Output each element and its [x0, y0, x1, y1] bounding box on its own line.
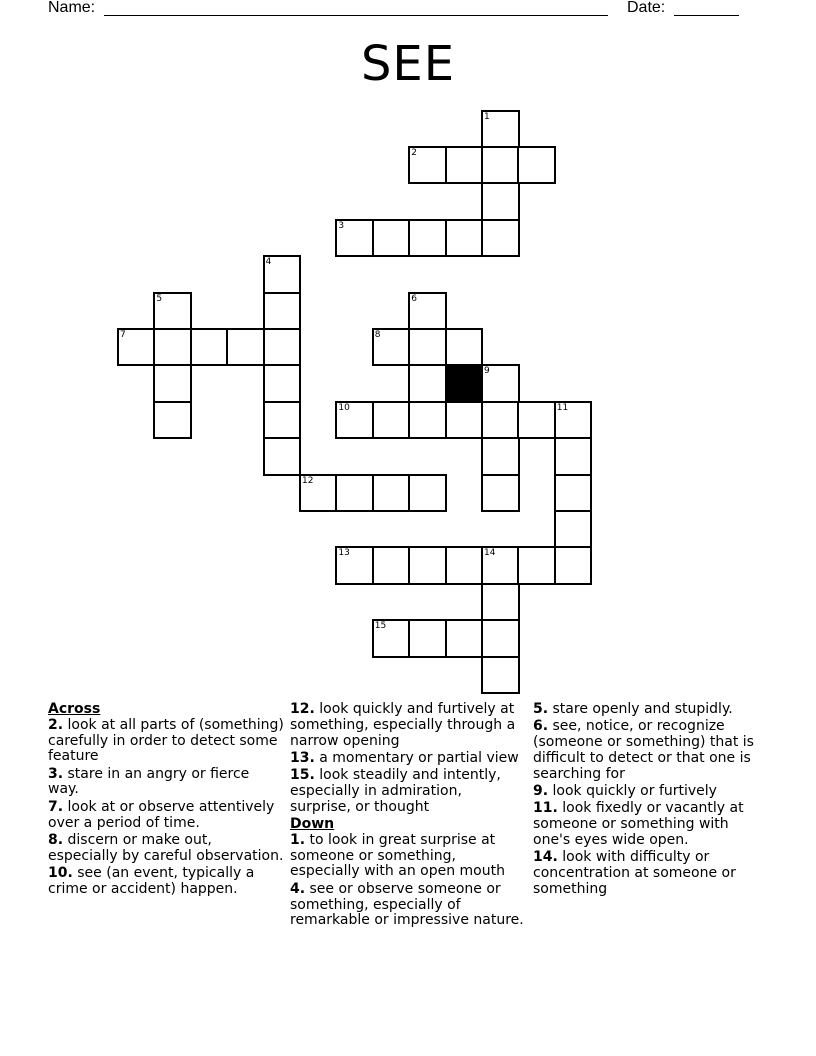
grid-cell[interactable]: [372, 619, 411, 658]
grid-cell[interactable]: [445, 619, 484, 658]
grid-cell[interactable]: [408, 364, 447, 403]
grid-cell[interactable]: [153, 401, 192, 440]
date-label: Date:: [627, 0, 666, 16]
grid-cell[interactable]: [372, 219, 411, 258]
across-heading: Across: [48, 701, 101, 717]
clue-number: 6: [411, 293, 417, 304]
grid-cell[interactable]: [263, 292, 302, 331]
grid-cell[interactable]: [481, 583, 520, 622]
grid-cell[interactable]: [153, 292, 192, 331]
grid-cell[interactable]: [481, 110, 520, 149]
grid-cell[interactable]: [481, 182, 520, 221]
clue-column-3: [533, 702, 769, 899]
grid-cell[interactable]: [263, 255, 302, 294]
clue-across-3: 3. stare in an angry or fierce way.: [48, 765, 250, 798]
grid-cell[interactable]: [408, 546, 447, 585]
clue-number: 2: [411, 147, 417, 158]
grid-cell[interactable]: [263, 364, 302, 403]
clue-across-2: 2. look at all parts of (something) carefully in order to detect some feature: [48, 716, 284, 765]
grid-cell[interactable]: [481, 546, 520, 585]
clue-down-6: 6. see, notice, or recognize (someone or something) that is difficult to detect or that one is searching for: [533, 718, 754, 782]
clue-number: 14: [484, 548, 496, 559]
grid-cell[interactable]: [517, 401, 556, 440]
grid-cell[interactable]: [408, 619, 447, 658]
grid-cell[interactable]: [445, 219, 484, 258]
clue-down-14: 14. look with difficulty or concentration at someone or something: [533, 849, 736, 897]
clue-number: 13: [338, 548, 350, 559]
grid-cell[interactable]: [481, 401, 520, 440]
grid-cell[interactable]: [481, 146, 520, 185]
grid-cell[interactable]: [408, 219, 447, 258]
clue-number: 8: [374, 329, 381, 340]
grid-cell[interactable]: [153, 328, 192, 367]
grid-cell[interactable]: [554, 474, 593, 513]
clue-number: 9: [484, 366, 490, 377]
grid-cell[interactable]: [263, 437, 302, 476]
puzzle-title: SEE: [360, 36, 456, 92]
grid-cell[interactable]: [335, 401, 374, 440]
grid-cell[interactable]: [335, 219, 374, 258]
grid-cell[interactable]: [372, 546, 411, 585]
grid-cell[interactable]: [481, 474, 520, 513]
grid-cell[interactable]: [372, 401, 411, 440]
clue-across-10: 10. see (an event, typically a crime or accident) happen.: [48, 864, 255, 897]
clue-number: 15: [374, 621, 387, 632]
grid-cell[interactable]: [481, 437, 520, 476]
clue-across-8: 8. discern or make out, especially by careful observation.: [48, 831, 284, 864]
down-heading: Down: [290, 816, 335, 833]
clue-across-13: 13. a momentary or partial view: [290, 749, 519, 766]
grid-cell[interactable]: [554, 510, 593, 549]
grid-cell[interactable]: [408, 292, 447, 331]
clue-column-1: [48, 702, 284, 899]
clue-down-4: 4. see or observe someone or something, especially of remarkable or impressive nature.: [290, 880, 524, 929]
grid-cell[interactable]: [408, 474, 447, 513]
clue-down-5: 5. stare openly and stupidly.: [533, 701, 733, 717]
clue-number: 11: [556, 402, 569, 413]
clue-across-12: 12. look quickly and furtively at something, especially through a narrow opening: [290, 701, 516, 749]
grid-cell[interactable]: [299, 474, 338, 513]
grid-cell[interactable]: [481, 656, 520, 695]
grid-cell[interactable]: [408, 328, 447, 367]
grid-cell[interactable]: [372, 474, 411, 513]
grid-cell[interactable]: [517, 146, 556, 185]
grid-cell[interactable]: [481, 364, 520, 403]
clue-number: 5: [156, 293, 163, 304]
grid-cell[interactable]: [263, 401, 302, 440]
clue-down-11: 11. look fixedly or vacantly at someone or something with one's eyes wide open.: [533, 800, 744, 848]
clue-number: 12: [302, 475, 314, 486]
grid-cell[interactable]: [190, 328, 229, 367]
clue-number: 10: [338, 402, 350, 413]
grid-cell[interactable]: [445, 401, 484, 440]
grid-cell[interactable]: [153, 364, 192, 403]
grid-cell[interactable]: [372, 328, 411, 367]
clue-number: 7: [120, 329, 126, 340]
clue-number: 1: [484, 111, 490, 122]
grid-cell[interactable]: [554, 401, 593, 440]
grid-cell[interactable]: [481, 619, 520, 658]
grid-cell[interactable]: [517, 546, 556, 585]
grid-cell[interactable]: [554, 546, 593, 585]
clue-across-15: 15. look steadily and intently, especially in admiration, surprise, or thought: [290, 767, 501, 815]
grid-cell[interactable]: [445, 328, 484, 367]
grid-cell[interactable]: [226, 328, 265, 367]
grid-cell[interactable]: [408, 401, 447, 440]
grid-cell[interactable]: [335, 474, 374, 513]
name-label: Name:: [48, 0, 96, 16]
clue-column-2: [290, 702, 526, 931]
grid-cell[interactable]: [335, 546, 374, 585]
grid-cell[interactable]: [263, 328, 302, 367]
clue-down-9: 9. look quickly or furtively: [533, 782, 717, 799]
grid-cell[interactable]: [117, 328, 156, 367]
grid-cell[interactable]: [445, 146, 484, 185]
clue-number: 4: [265, 257, 272, 268]
clue-across-7: 7. look at or observe attentively over a period of time.: [48, 798, 275, 831]
grid-cell[interactable]: [445, 546, 484, 585]
grid-cell[interactable]: [554, 437, 593, 476]
grid-block: [445, 364, 484, 403]
clue-number: 3: [338, 220, 345, 231]
clue-down-1: 1. to look in great surprise at someone or something, especially with an open mouth: [290, 831, 505, 880]
grid-cell[interactable]: [481, 219, 520, 258]
grid-cell[interactable]: [408, 146, 447, 185]
